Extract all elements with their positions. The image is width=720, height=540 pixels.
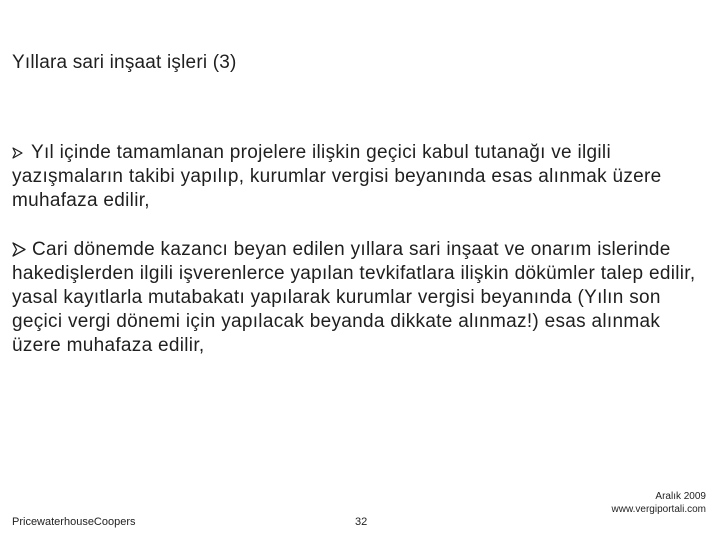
footer-company: PricewaterhouseCoopers bbox=[12, 516, 136, 528]
footer-date: Aralık 2009 bbox=[655, 491, 706, 502]
footer-info bbox=[612, 490, 706, 516]
bullet-text: Cari dönemde kazancı beyan edilen yıllara sari inşaat ve onarım islerinde hakedişlerden ilgili işverenlerce yapılan tevkifatlara ilişkin dökümler talep edilir, yasal kayıtlarla mutabakatı yapılarak kurumlar vergisi beyanında (Yılın son geçici vergi dönemi için yapılacak beyanda dikkate alınmaz!) esas alınmak üzere muhafaza edilir, bbox=[12, 239, 696, 356]
bullet-text: Yıl içinde tamamlanan projelere ilişkin geçici kabul tutanağı ve ilgili yazışmaların takibi yapılıp, kurumlar vergisi beyanında esas alınmak üzere muhafaza edilir, bbox=[12, 142, 662, 211]
footer-website[interactable]: www.vergiportali.com bbox=[611, 504, 706, 515]
slide-title: Yıllara sari inşaat işleri (3) bbox=[12, 52, 237, 73]
arrow-bullet-icon bbox=[12, 147, 23, 159]
footer-page-number: 32 bbox=[355, 516, 368, 528]
bullet-item bbox=[12, 141, 712, 213]
bullet-item bbox=[12, 238, 712, 358]
arrow-bullet-icon bbox=[12, 242, 26, 257]
